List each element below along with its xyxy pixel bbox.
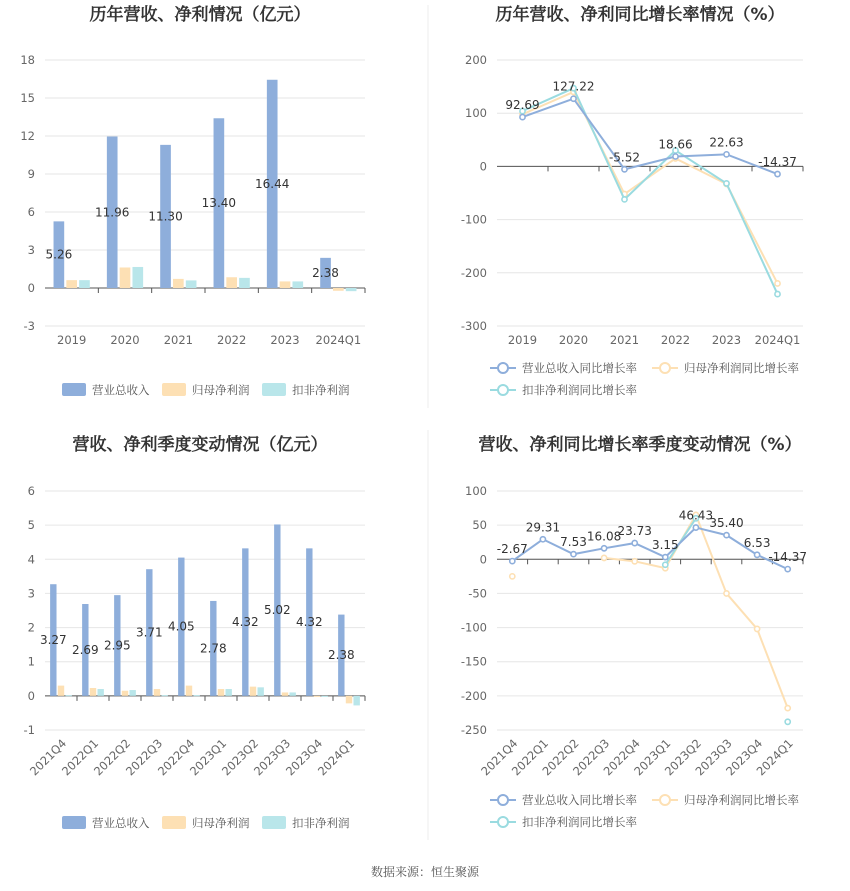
data-label: 3.27 (39, 633, 67, 648)
data-label: 11.30 (148, 209, 183, 224)
x-tick-label: 2023 (711, 333, 742, 347)
bar (129, 690, 135, 696)
data-point (632, 540, 637, 545)
bar (65, 695, 71, 696)
data-point (724, 152, 729, 157)
bar (321, 696, 327, 697)
y-tick-label: 3 (27, 586, 35, 601)
data-point (775, 281, 780, 286)
data-label: 2.78 (199, 641, 227, 656)
y-tick-label: 0 (479, 159, 487, 174)
legend-label: 营业总收入同比增长率 (522, 793, 637, 807)
x-tick-label: 2022Q2 (539, 736, 582, 779)
bar (250, 687, 256, 696)
data-label: 29.31 (525, 520, 561, 535)
data-point (663, 562, 668, 567)
data-point (724, 533, 729, 538)
data-point (622, 167, 627, 172)
data-label: 18.66 (658, 137, 693, 152)
bar (186, 686, 192, 696)
y-tick-label: -50 (468, 586, 487, 601)
data-label: 2.38 (312, 265, 339, 280)
bar (280, 281, 291, 288)
data-point (510, 574, 515, 579)
y-tick-label: -3 (23, 319, 35, 333)
y-tick-label: -250 (460, 723, 487, 737)
x-tick-label: 2022Q4 (600, 736, 643, 779)
data-point (693, 525, 698, 530)
y-tick-label: 100 (465, 106, 487, 121)
data-label: 46.43 (678, 508, 714, 523)
bar (122, 691, 128, 696)
data-label: 127.22 (552, 79, 595, 94)
x-tick-label: 2019 (507, 333, 538, 347)
bar (292, 281, 303, 288)
bar (314, 696, 320, 697)
x-tick-label: 2022Q3 (122, 736, 166, 779)
legend-swatch (62, 383, 86, 396)
bar (353, 696, 359, 706)
legend-marker (660, 363, 670, 373)
bar (239, 278, 250, 288)
y-tick-label: 5 (27, 518, 35, 533)
data-point (673, 154, 678, 159)
chart-title-annual-growth: 历年营收、净利同比增长率情况（%） (495, 5, 785, 25)
bar (58, 686, 64, 696)
bar (120, 267, 131, 288)
x-tick-label: 2023Q3 (692, 736, 735, 779)
data-label: -14.37 (768, 550, 808, 565)
y-tick-label: 15 (20, 91, 35, 105)
y-tick-label: 1 (27, 654, 35, 669)
x-tick-label: 2023 (270, 333, 300, 347)
x-tick-label: 2024Q1 (314, 736, 358, 779)
data-point (775, 291, 780, 296)
data-point (755, 552, 760, 557)
legend-label: 营业总收入同比增长率 (522, 361, 637, 375)
legend-label: 营业总收入 (92, 816, 150, 830)
x-tick-label: 2023Q4 (282, 736, 326, 779)
x-tick-label: 2022 (217, 333, 247, 347)
bar (79, 280, 90, 288)
data-label: 4.32 (295, 615, 323, 630)
data-label: 2.38 (327, 648, 355, 663)
data-label: 5.02 (263, 603, 291, 618)
bar (186, 280, 197, 288)
x-tick-label: 2021 (609, 333, 640, 347)
x-tick-label: 2022Q2 (90, 736, 134, 779)
data-point (602, 555, 607, 560)
series-line (523, 92, 778, 284)
x-tick-label: 2023Q1 (631, 736, 674, 779)
y-tick-label: 0 (27, 281, 35, 295)
bar (218, 689, 224, 696)
bar (66, 280, 77, 288)
data-point (785, 706, 790, 711)
data-label: 3.15 (651, 538, 679, 553)
legend-swatch (162, 816, 186, 829)
bar (161, 695, 167, 696)
legend-label: 归母净利润 (192, 816, 250, 830)
data-label: 35.40 (709, 516, 744, 531)
x-tick-label: 2022 (660, 333, 691, 347)
bar (282, 692, 288, 695)
data-label: 16.08 (586, 529, 622, 544)
y-tick-label: 100 (465, 484, 487, 498)
data-label: 5.26 (45, 247, 73, 262)
x-tick-label: 2021 (163, 333, 193, 347)
bar (132, 267, 143, 288)
data-label: 4.32 (231, 615, 259, 630)
legend-marker (660, 795, 670, 805)
chart-title-quarterly-values: 营收、净利季度变动情况（亿元） (72, 435, 328, 455)
legend-label: 扣非净利润 (292, 816, 350, 830)
data-label: -5.52 (608, 150, 641, 165)
data-point (724, 181, 729, 186)
x-tick-label: 2022Q1 (58, 736, 102, 779)
data-label: 11.96 (95, 205, 130, 220)
y-tick-label: 4 (27, 552, 35, 567)
x-tick-label: 2024Q1 (753, 736, 796, 779)
bar (90, 688, 96, 696)
x-tick-label: 2023Q2 (661, 736, 705, 779)
bar (173, 279, 184, 288)
bar (154, 689, 160, 696)
data-point (602, 546, 607, 551)
x-tick-label: 2024Q1 (315, 333, 362, 347)
bar (226, 277, 237, 288)
x-tick-label: 2023Q4 (723, 736, 766, 779)
x-tick-label: 2021Q4 (478, 736, 521, 779)
y-tick-label: 9 (27, 167, 35, 181)
data-point (663, 555, 668, 560)
legend-label: 扣非净利润同比增长率 (522, 383, 637, 397)
bar (225, 689, 231, 696)
y-tick-label: -100 (460, 212, 487, 227)
data-label: 6.53 (743, 535, 771, 550)
data-point (622, 197, 627, 202)
bar (346, 696, 352, 704)
y-tick-label: -200 (460, 688, 487, 703)
y-tick-label: -150 (460, 654, 487, 669)
y-tick-label: 12 (20, 129, 35, 143)
legend-marker (498, 795, 508, 805)
legend-marker (498, 817, 508, 827)
bar (257, 687, 263, 696)
y-tick-label: 6 (27, 484, 35, 498)
legend-label: 营业总收入 (92, 383, 150, 397)
y-tick-label: 2 (27, 620, 35, 635)
bar (289, 692, 295, 695)
y-tick-label: 0 (479, 552, 487, 567)
data-point (755, 626, 760, 631)
legend-label: 归母净利润同比增长率 (684, 361, 799, 375)
y-tick-label: 3 (27, 243, 35, 257)
data-point (775, 171, 780, 176)
bar (346, 288, 357, 291)
x-tick-label: 2020 (110, 333, 140, 347)
data-label: -14.37 (758, 155, 797, 170)
legend-label: 归母净利润 (192, 383, 250, 397)
quarterly-values-chart (24, 484, 365, 830)
data-point (510, 559, 515, 564)
data-label: 23.73 (617, 524, 652, 539)
x-tick-label: 2023Q1 (186, 736, 230, 779)
data-label: 22.63 (709, 135, 744, 150)
data-point (632, 559, 637, 564)
bar (193, 695, 199, 696)
x-tick-label: 2023Q3 (250, 736, 294, 779)
y-tick-label: 50 (472, 518, 487, 533)
data-source: 数据来源：恒生聚源 (370, 865, 480, 879)
x-tick-label: 2022Q1 (508, 736, 552, 779)
data-point (540, 537, 545, 542)
data-label: -2.67 (496, 542, 528, 557)
bar (333, 288, 344, 291)
x-tick-label: 2023Q2 (218, 736, 262, 779)
data-label: 4.05 (167, 619, 195, 634)
legend-marker (498, 363, 508, 373)
data-label: 2.95 (103, 638, 131, 653)
x-tick-label: 2024Q1 (754, 333, 801, 347)
data-label: 7.53 (560, 535, 587, 550)
legend-marker (498, 385, 508, 395)
chart-title-annual-values: 历年营收、净利情况（亿元） (89, 5, 311, 25)
data-point (520, 114, 525, 119)
data-point (785, 719, 790, 724)
y-tick-label: -100 (460, 620, 487, 635)
data-label: 13.40 (201, 196, 237, 211)
y-tick-label: 200 (465, 53, 487, 67)
x-tick-label: 2020 (558, 333, 589, 347)
chart-title-quarterly-growth: 营收、净利同比增长率季度变动情况（%） (478, 435, 802, 455)
y-tick-label: 18 (20, 53, 35, 67)
legend-swatch (162, 383, 186, 396)
legend-label: 扣非净利润 (292, 383, 350, 397)
series-line (523, 88, 778, 294)
x-tick-label: 2022Q3 (570, 736, 613, 779)
legend-swatch (62, 816, 86, 829)
data-point (724, 591, 729, 596)
bar (97, 689, 103, 696)
data-point (785, 566, 790, 571)
annual-values-chart (20, 53, 365, 397)
data-point (571, 96, 576, 101)
y-tick-label: 6 (27, 205, 35, 219)
data-point (571, 552, 576, 557)
data-label: 16.44 (255, 176, 290, 191)
quarterly-growth-chart (461, 484, 807, 829)
x-tick-label: 2022Q4 (154, 736, 198, 779)
legend-swatch (262, 383, 286, 396)
annual-growth-chart (461, 53, 803, 397)
legend-label: 归母净利润同比增长率 (684, 793, 799, 807)
x-tick-label: 2021Q4 (26, 736, 70, 779)
data-label: 2.69 (71, 642, 99, 657)
y-tick-label: 0 (27, 688, 35, 703)
x-tick-label: 2019 (57, 333, 87, 347)
y-tick-label: -200 (460, 265, 487, 280)
y-tick-label: -300 (460, 319, 487, 333)
legend-swatch (262, 816, 286, 829)
legend-label: 扣非净利润同比增长率 (522, 815, 637, 829)
data-label: 3.71 (135, 625, 163, 640)
data-label: 92.69 (505, 98, 540, 113)
y-tick-label: -1 (23, 723, 35, 737)
